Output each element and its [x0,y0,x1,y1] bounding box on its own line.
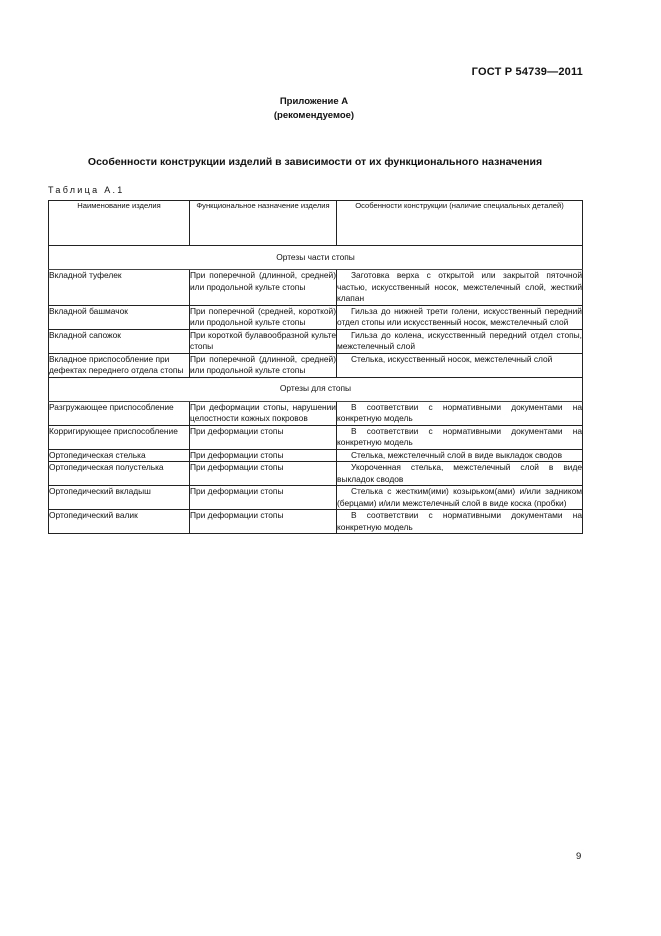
column-header-name: Наименование изделия [49,201,190,246]
group-title: Ортезы части стопы [49,246,583,270]
cell-features: Стелька, искусственный носок, межстелечный слой [337,353,583,377]
group-row [49,377,583,401]
cell-function: При короткой булавообразной культе стопы [190,329,336,351]
cell-name: Вкладной сапожок [49,329,190,353]
features-table [48,200,583,534]
cell-function: При деформации стопы, нарушении целостности кожных покровов [190,401,336,423]
section-title: Особенности конструкции изделий в зависимости от их функционального назначения [87,156,543,168]
cell-function: При поперечной (длинной, средней) или продольной культе стопы [190,270,337,306]
table-header [49,201,583,246]
table-row [49,510,583,534]
appendix-subtitle: (рекомендуемое) [273,110,355,121]
cell-name: Вкладной башмачок [49,305,190,329]
cell-features: В соответствии с нормативными документами на конкретную модель [337,425,582,447]
cell-features: Заготовка верха с открытой или закрытой пяточной частью, искусственный носок, межстелечный слой, жесткий клапан [337,270,582,303]
cell-name: Корригирующее приспособление [49,425,190,449]
cell-function: При поперечной (длинной, средней) или продольной культе стопы [190,353,336,375]
cell-function: При поперечной (средней, короткой) или продольной культе стопы [190,305,336,327]
cell-name: Разгружающее приспособление [49,401,190,425]
cell-name: Ортопедическая полустелька [49,462,190,486]
cell-name: Ортопедический вкладыш [49,486,190,510]
table-row [49,425,583,449]
group-title: Ортезы для стопы [49,377,583,401]
document-code: ГОСТ Р 54739—2011 [471,66,583,78]
cell-name: Ортопедический валик [49,510,190,534]
cell-features: Гильза до колена, искусственный передний отдел стопы, межстелечный слой [337,329,582,351]
table-row [49,353,583,377]
appendix-title: Приложение А [279,96,349,107]
table-row [49,486,583,510]
cell-features: В соответствии с нормативными документами на конкретную модель [337,401,582,423]
cell-features: Стелька с жестким(ими) козырьком(ами) и/или задником (берцами) и/или межстелечный слой в виде коска (пробки) [337,486,582,508]
table-row [49,329,583,353]
cell-name: Вкладное приспособление при дефектах переднего отдела стопы [49,353,190,377]
table-row [49,462,583,486]
table-body [49,246,583,534]
table-row [49,270,583,306]
cell-name: Вкладной туфелек [49,270,190,306]
appendix-heading [0,95,628,123]
cell-function: При деформации стопы [190,486,337,510]
cell-function: При деформации стопы [190,462,337,486]
header-row [49,201,583,246]
cell-function: При деформации стопы [190,510,337,534]
table-row [49,401,583,425]
table-label: Таблица А.1 [48,185,125,195]
cell-features: В соответствии с нормативными документами на конкретную модель [337,510,582,532]
column-header-features: Особенности конструкции (наличие специальных деталей) [337,201,583,246]
cell-name: Ортопедическая стелька [49,449,190,462]
column-header-function: Функциональное назначение изделия [190,201,337,246]
cell-features: Гильза до нижней трети голени, искусственный передний отдел стопы или искусственный носок, межстелечный слой [337,305,582,327]
cell-features: Укороченная стелька, межстелечный слой в виде выкладок сводов [337,462,582,484]
group-row [49,246,583,270]
cell-function: При деформации стопы [190,425,337,449]
page-number: 9 [576,851,582,862]
cell-function: При деформации стопы [190,449,337,462]
cell-features: Стелька, межстелечный слой в виде выкладок сводов [337,449,583,462]
table-row [49,449,583,462]
table-row [49,305,583,329]
